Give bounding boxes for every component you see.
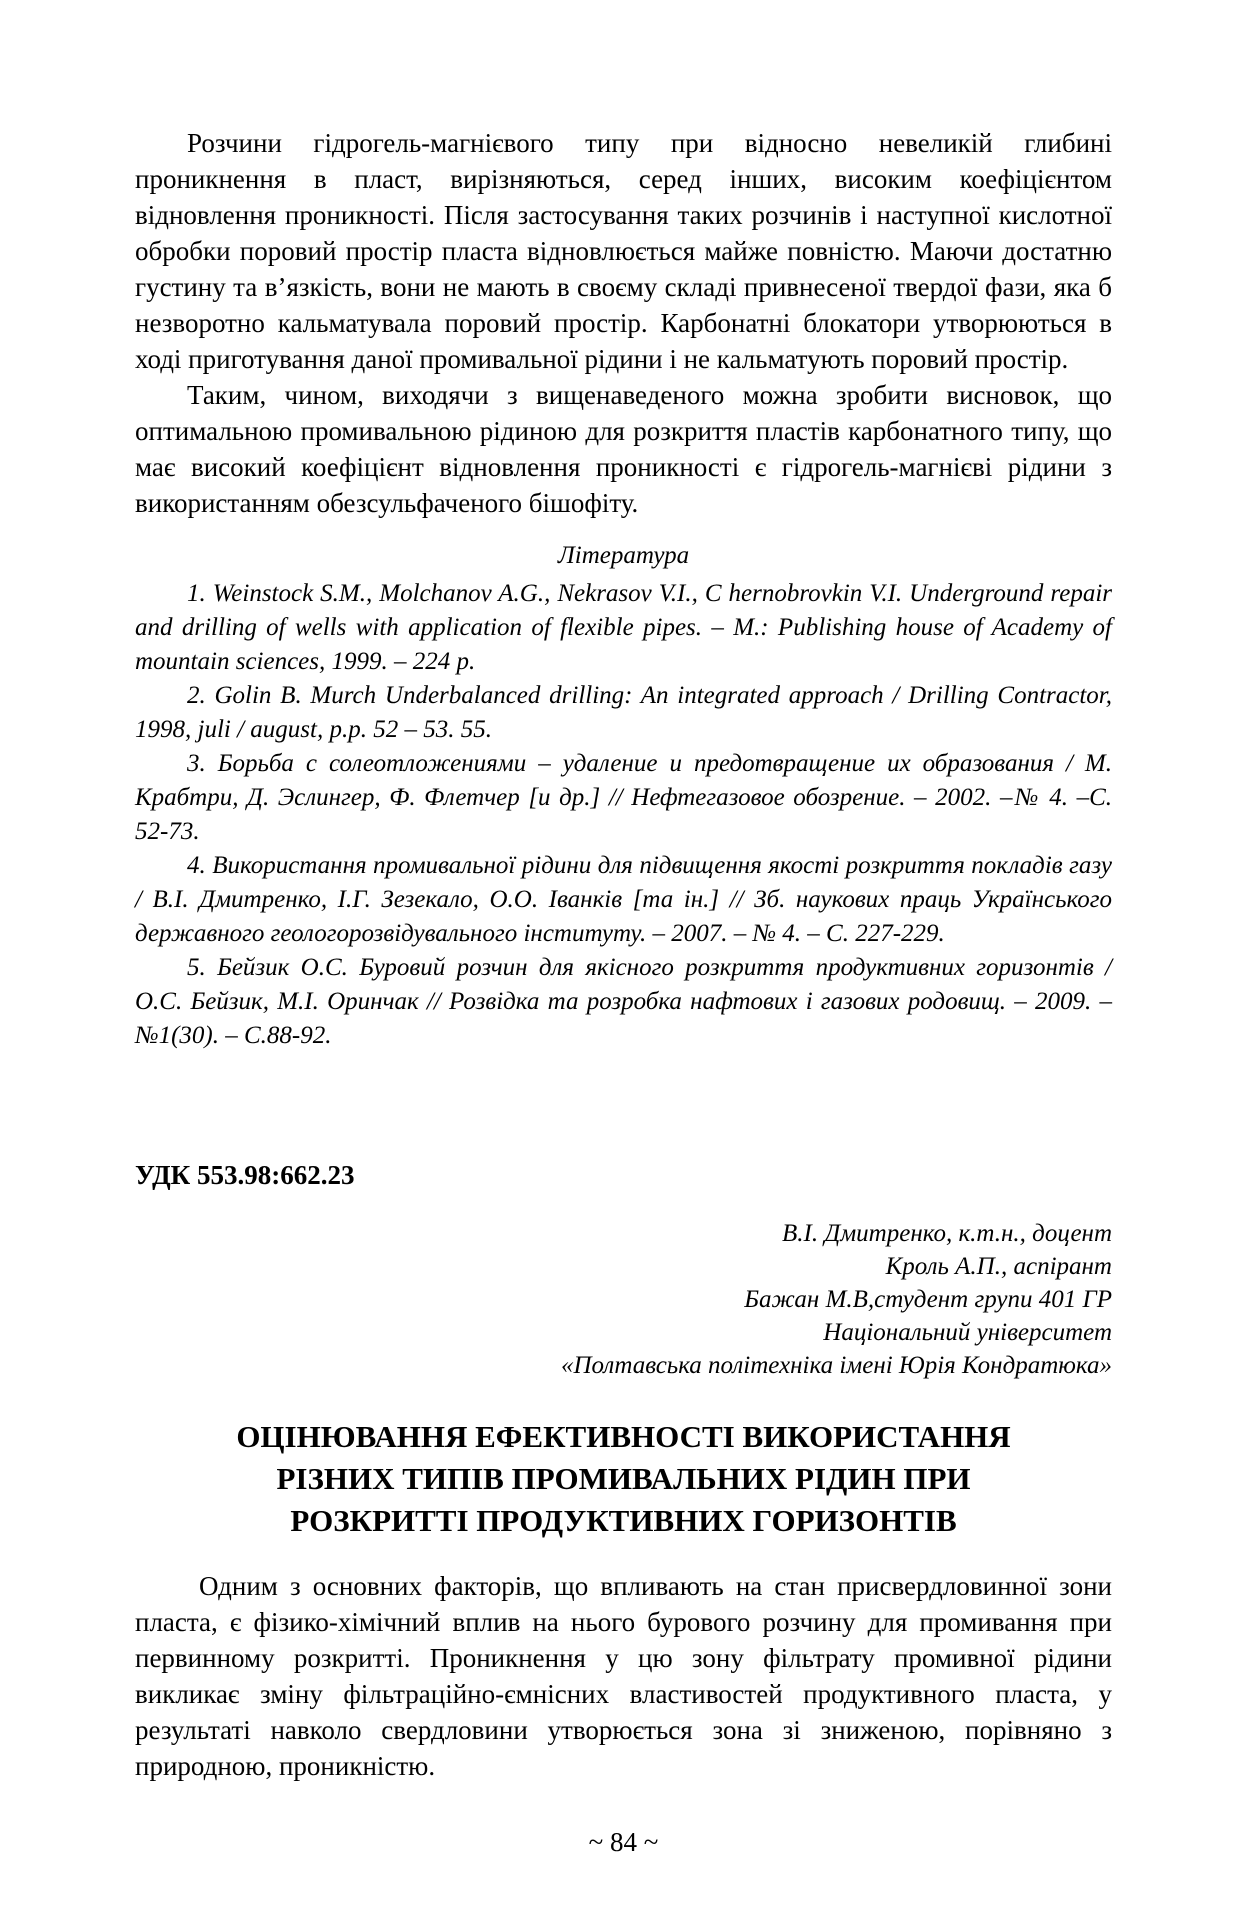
author-line-3: Бажан М.В,студент групи 401 ГР	[744, 1286, 1112, 1313]
reference-item-4: 4. Використання промивальної рідини для підвищення якості розкриття покладів газу / В.І. Дмитренко, І.Г. Зезекало, О.О. Іванків [та ін.] // Зб. наукових праць Українського державного геологорозвідувального інституту. – 2007. – № 4. – С. 227-229.	[135, 852, 1112, 947]
intro-paragraph: Одним з основних факторів, що впливають на стан присвердловинної зони пласта, є фізико-хімічний вплив на нього бурового розчину для промивання при первинному розкритті. Проникнення у цю зону фільтрату промивної рідини викликає зміну фільтраційно-ємнісних властивостей продуктивного пласта, у результаті навколо свердловини утворюється зона зі зниженою, порівняно з природною, проникністю.	[135, 1571, 1112, 1781]
literature-heading: Література	[557, 542, 690, 569]
body-paragraph-2: Таким, чином, виходячи з вищенаведеного можна зробити висновок, що оптимальною промивальною рідиною для розкриття пластів карбонатного типу, що має високий коефіцієнт відновлення проникності є гідрогель-магнієві рідини з використанням обезсульфаченого бішофіту.	[135, 380, 1112, 518]
reference-item-2: 2. Golin B. Murch Underbalanced drilling: An integrated approach / Drilling Contractor, 1998, juli / august, p.p. 52 – 53. 55.	[135, 682, 1112, 743]
author-line-2: Кроль А.П., аспірант	[885, 1253, 1112, 1280]
article-title: ОЦІНЮВАННЯ ЕФЕКТИВНОСТІ ВИКОРИСТАННЯ РІЗНИХ ТИПІВ ПРОМИВАЛЬНИХ РІДИН ПРИ РОЗКРИТТІ ПРОДУКТИВНИХ ГОРИЗОНТІВ	[236, 1419, 1011, 1538]
page-number: ~ 84 ~	[588, 1827, 659, 1857]
reference-item-1: 1. Weinstock S.M., Molchanov A.G., Nekrasov V.I., C hernobrovkin V.I. Underground repair and drilling of wells with application of flexible pipes. – M.: Publishing house of Academy of mountain sciences, 1999. – 224 р.	[135, 580, 1112, 675]
body-paragraph-1: Розчини гідрогель-магнієвого типу при відносно невеликій глибині проникнення в пласт, вирізняються, серед інших, високим коефіцієнтом відновлення проникності. Після застосування таких розчинів і наступної кислотної обробки поровий простір пласта відновлюється майже повністю. Маючи достатню густину та в’язкість, вони не мають в своєму складі привнесеної твердої фази, яка б незворотно кальматувала поровий простір. Карбонатні блокатори утворюються в ході приготування даної промивальної рідини і не кальматують поровий простір.	[135, 128, 1112, 374]
reference-item-5: 5. Бейзик О.С. Буровий розчин для якісного розкриття продуктивних горизонтів / О.С. Бейзик, М.І. Оринчак // Розвідка та розробка нафтових і газових родовищ. – 2009. – №1(30). – С.88-92.	[135, 954, 1112, 1049]
authors-block	[135, 1217, 1112, 1382]
reference-item-3: 3. Борьба с солеотложениями – удаление и предотвращение их образования / М. Крабтри, Д. Эслингер, Ф. Флетчер [и др.] // Нефтегазовое обозрение. – 2002. –№ 4. –С. 52-73.	[135, 750, 1112, 845]
author-line-1: В.І. Дмитренко, к.т.н., доцент	[781, 1220, 1112, 1247]
affiliation-line-1: Національний університет	[823, 1319, 1112, 1346]
affiliation-line-2: «Полтавська політехніка імені Юрія Кондратюка»	[561, 1352, 1112, 1379]
udc-code: УДК 553.98:662.23	[135, 1160, 355, 1190]
